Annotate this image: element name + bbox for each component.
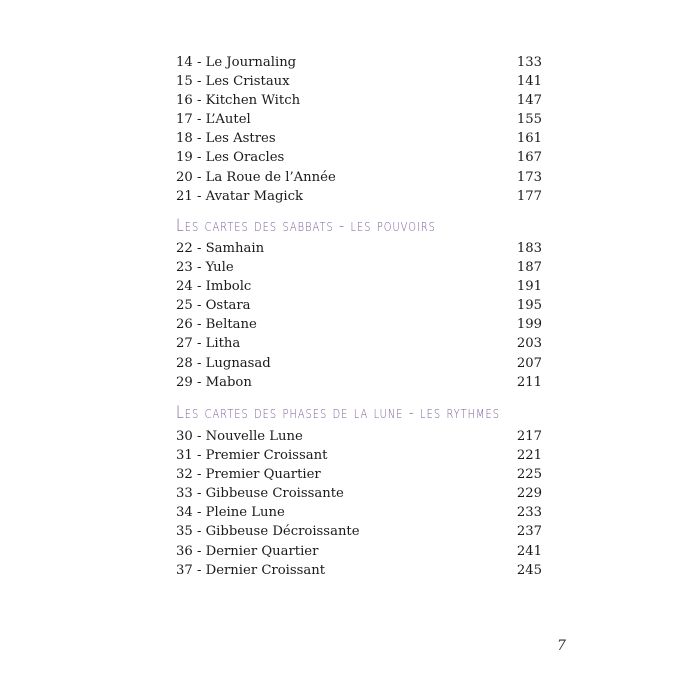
toc-entry <box>176 503 542 522</box>
page-number: 7 <box>557 638 566 654</box>
toc-entry-title: 36 - Dernier Quartier <box>176 543 319 559</box>
toc-entry-title: 28 - Lugnasad <box>176 355 271 371</box>
toc-entry-title: 22 - Samhain <box>176 241 265 256</box>
toc-entry-page: 221 <box>516 448 542 464</box>
toc-entry <box>176 542 542 561</box>
toc-entry <box>176 373 542 392</box>
toc-entry-page: 211 <box>516 374 542 390</box>
toc-entry <box>176 239 542 258</box>
toc-entry <box>176 168 542 187</box>
toc-entry-title: 31 - Premier Croissant <box>176 448 328 464</box>
toc-entry <box>176 334 542 353</box>
toc-section-1 <box>176 53 542 206</box>
toc-entry-title: 26 - Beltane <box>176 317 257 333</box>
toc-entry-title: 15 - Les Cristaux <box>176 74 290 90</box>
toc-entry <box>176 296 542 315</box>
toc-section-3 <box>176 427 542 580</box>
toc-entry <box>176 277 542 296</box>
toc-entry <box>176 484 542 503</box>
toc-entry <box>176 110 542 129</box>
toc-entry-page: 177 <box>516 188 542 204</box>
section-heading-sabbats: Les cartes des sabbats - les pouvoirs <box>176 216 436 236</box>
toc-entry-page: 217 <box>516 429 542 444</box>
toc-entry <box>176 72 542 91</box>
toc-entry <box>176 465 542 484</box>
toc-entry <box>176 187 542 206</box>
toc-entry-title: 20 - La Roue de l’Année <box>176 169 336 185</box>
toc-entry-title: 35 - Gibbeuse Décroissante <box>176 524 360 540</box>
toc-entry-title: 29 - Mabon <box>176 374 252 390</box>
section-heading-moon-phases: Les cartes des phases de la lune - les rythmes <box>176 403 500 423</box>
toc-entry <box>176 446 542 465</box>
toc-entry-page: 173 <box>516 169 542 185</box>
toc-entry <box>176 561 542 580</box>
toc-entry-title: 14 - Le Journaling <box>176 55 297 70</box>
toc-entry <box>176 91 542 110</box>
toc-entry <box>176 129 542 148</box>
toc-entry-title: 18 - Les Astres <box>176 131 276 147</box>
toc-entry-title: 21 - Avatar Magick <box>176 188 303 204</box>
toc-entry-title: 17 - L’Autel <box>176 112 251 128</box>
toc-entry-page: 167 <box>516 150 542 166</box>
toc-entry-page: 141 <box>516 74 542 90</box>
toc-entry-page: 241 <box>516 543 542 559</box>
toc-entry <box>176 53 542 72</box>
toc-entry-page: 225 <box>516 467 542 483</box>
toc-entry <box>176 148 542 167</box>
toc-entry-page: 187 <box>516 260 542 276</box>
toc-entry-title: 33 - Gibbeuse Croissante <box>176 486 344 502</box>
toc-entry-page: 195 <box>516 298 542 314</box>
toc-entry-title: 32 - Premier Quartier <box>176 467 321 483</box>
toc-entry-page: 229 <box>516 486 542 502</box>
toc-entry-title: 25 - Ostara <box>176 298 251 314</box>
toc-entry <box>176 258 542 277</box>
toc-entry-title: 16 - Kitchen Witch <box>176 93 301 109</box>
toc-entry-title: 34 - Pleine Lune <box>176 505 285 521</box>
toc-entry-page: 133 <box>516 55 542 70</box>
toc-entry-page: 161 <box>516 131 542 147</box>
toc-entry-page: 155 <box>516 112 542 128</box>
toc-entry-page: 191 <box>516 279 542 295</box>
toc-entry-title: 30 - Nouvelle Lune <box>176 429 303 444</box>
toc-entry-title: 37 - Dernier Croissant <box>176 562 326 578</box>
toc-section-2 <box>176 239 542 392</box>
toc-entry-page: 199 <box>516 317 542 333</box>
toc-entry-title: 23 - Yule <box>176 260 234 276</box>
toc-entry <box>176 427 542 446</box>
toc-entry <box>176 522 542 541</box>
toc-entry-title: 19 - Les Oracles <box>176 150 285 166</box>
toc-entry-page: 245 <box>516 562 542 578</box>
toc-entry <box>176 315 542 334</box>
toc-entry-page: 147 <box>516 93 542 109</box>
toc-entry-page: 237 <box>516 524 542 540</box>
toc-entry-page: 183 <box>516 241 542 256</box>
toc-entry-title: 27 - Litha <box>176 336 241 352</box>
toc-entry-page: 207 <box>516 355 542 371</box>
toc-entry-page: 203 <box>516 336 542 352</box>
toc-entry <box>176 354 542 373</box>
toc-entry-title: 24 - Imbolc <box>176 279 252 295</box>
toc-entry-page: 233 <box>516 505 542 521</box>
